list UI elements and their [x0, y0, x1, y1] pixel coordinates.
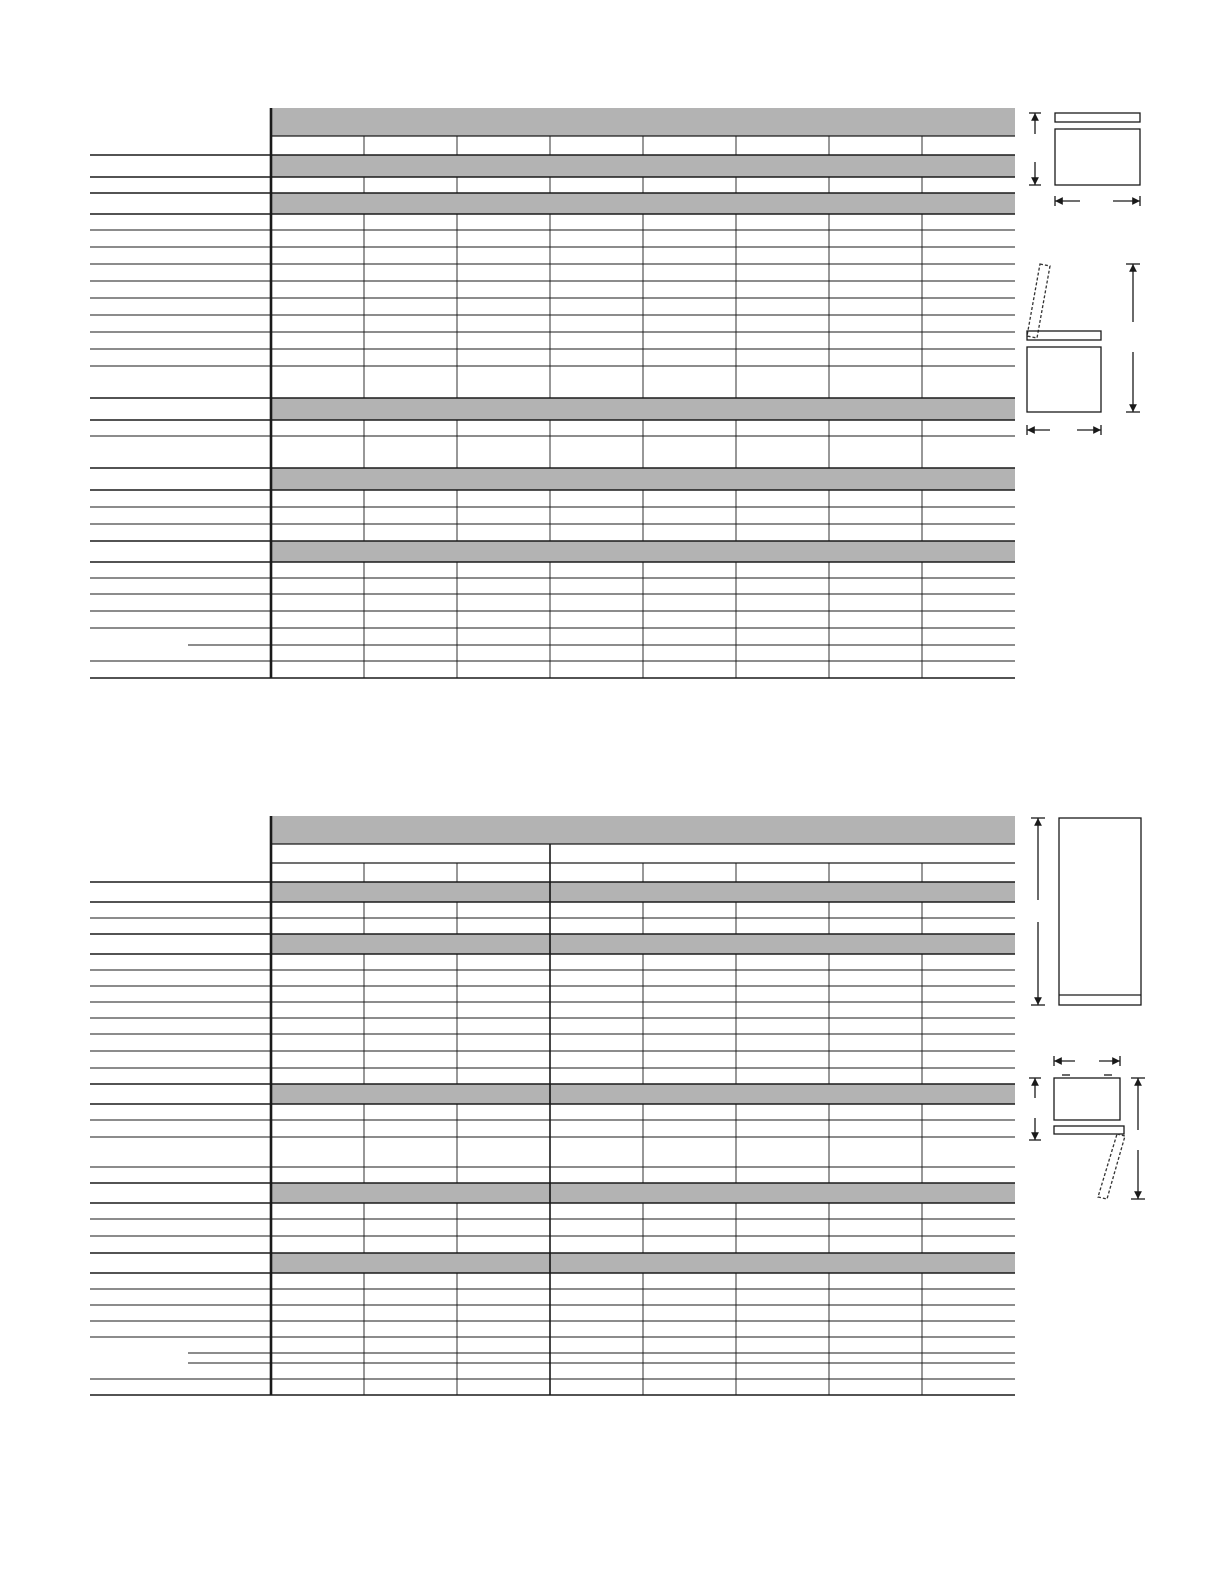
door-closed	[1054, 1126, 1124, 1134]
section-band	[271, 1253, 1015, 1273]
section-band	[271, 1084, 1015, 1104]
section-band	[271, 155, 1015, 177]
section-band	[271, 1183, 1015, 1203]
spec-table-lower	[90, 816, 1015, 1395]
header-band	[271, 816, 1015, 844]
cabinet-top	[1054, 1078, 1120, 1120]
section-band	[271, 541, 1015, 562]
cabinet-body	[1055, 129, 1140, 185]
section-band	[271, 882, 1015, 902]
section-band	[271, 398, 1015, 420]
section-band	[271, 468, 1015, 490]
cabinet-body	[1027, 347, 1101, 412]
section-band	[271, 934, 1015, 954]
open-door-outline	[1098, 1134, 1125, 1199]
spec-table-upper	[90, 108, 1015, 678]
upper-cabinet-front-diagram	[1029, 113, 1140, 206]
cabinet-lid	[1055, 113, 1140, 122]
lower-cabinet-front-diagram	[1031, 818, 1141, 1005]
upper-cabinet-door-open-diagram	[1027, 264, 1140, 435]
header-band	[271, 108, 1015, 136]
open-door-outline	[1027, 264, 1050, 338]
section-band	[271, 193, 1015, 214]
lower-cabinet-top-view-diagram	[1029, 1056, 1145, 1199]
cabinet-body	[1059, 818, 1141, 1005]
